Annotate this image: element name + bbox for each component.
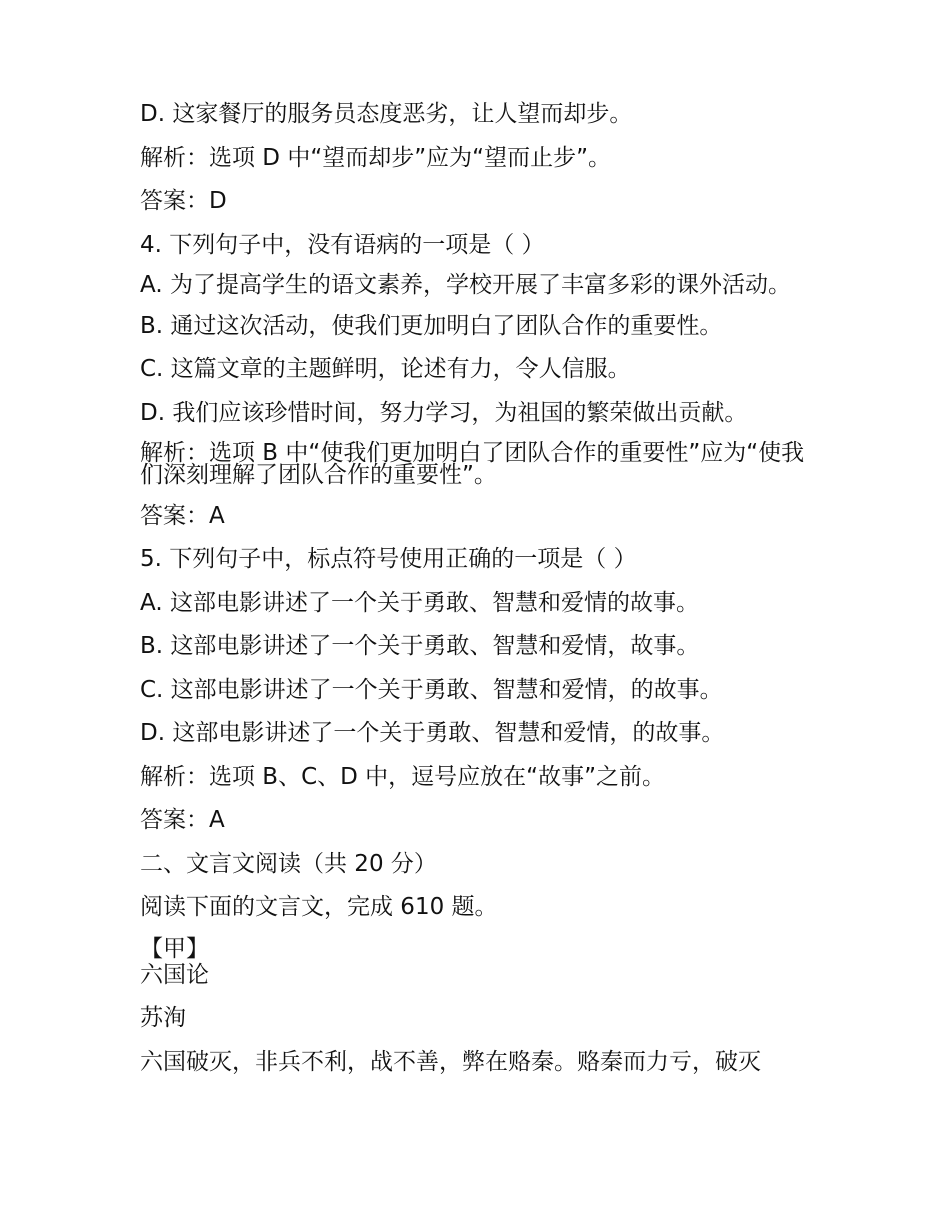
option-b-q5: B. 这部电影讲述了一个关于勇敢、智慧和爱情，故事。 xyxy=(140,633,700,659)
option-a-q4: A. 为了提高学生的语文素养，学校开展了丰富多彩的课外活动。 xyxy=(140,272,791,298)
option-a-q5: A. 这部电影讲述了一个关于勇敢、智慧和爱情的故事。 xyxy=(140,589,699,616)
question-4: 4. 下列句子中，没有语病的一项是（ ） xyxy=(140,231,545,258)
option-d-q4: D. 我们应该珍惜时间，努力学习，为祖国的繁荣做出贡献。 xyxy=(140,399,748,426)
option-d-q3: D. 这家餐厅的服务员态度恶劣，让人望而却步。 xyxy=(140,101,633,127)
option-c-q4: C. 这篇文章的主题鲜明，论述有力，令人信服。 xyxy=(140,356,631,382)
analysis-q3: 解析：选项 D 中“望而却步”应为“望而止步”。 xyxy=(140,144,611,171)
passage-label: 【甲】 xyxy=(140,935,209,962)
document-body xyxy=(140,100,820,1091)
option-c-q5: C. 这部电影讲述了一个关于勇敢、智慧和爱情，的故事。 xyxy=(140,676,723,703)
passage-text: 六国破灭，非兵不利，战不善，弊在赂秦。赂秦而力亏，破灭 xyxy=(140,1048,761,1075)
analysis-q5: 解析：选项 B、C、D 中，逗号应放在“故事”之前。 xyxy=(140,763,666,790)
reading-instruction: 阅读下面的文言文，完成 610 题。 xyxy=(140,894,498,920)
passage-author: 苏洵 xyxy=(140,1005,186,1031)
answer-q5: 答案：A xyxy=(140,807,225,833)
option-d-q5: D. 这部电影讲述了一个关于勇敢、智慧和爱情，的故事。 xyxy=(140,720,725,746)
option-b-q4: B. 通过这次活动，使我们更加明白了团队合作的重要性。 xyxy=(140,312,723,339)
section-heading: 二、文言文阅读（共 20 分） xyxy=(140,850,437,877)
answer-q3: 答案：D xyxy=(140,188,227,214)
analysis-q4: 解析：选项 B 中“使我们更加明白了团队合作的重要性”应为“使我们深刻理解了团队合作的重要性”。 xyxy=(140,440,805,488)
passage-title: 六国论 xyxy=(140,961,209,988)
answer-q4: 答案：A xyxy=(140,502,225,529)
question-5: 5. 下列句子中，标点符号使用正确的一项是（ ） xyxy=(140,546,637,572)
